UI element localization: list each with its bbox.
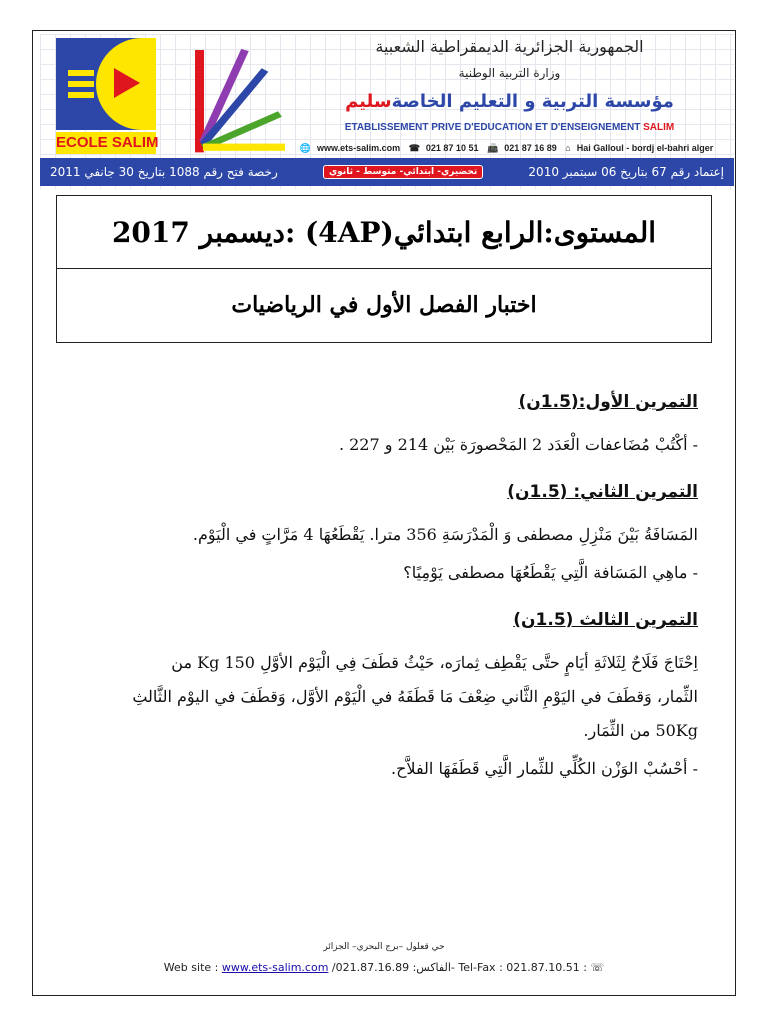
footer-phones: /021.87.16.89 :الفاكس- Tel-Fax : 021.87.10.51 : ☏	[331, 961, 605, 974]
title-box	[56, 195, 712, 343]
header-fax: 021 87 16 89	[504, 143, 557, 153]
home-icon: ⌂	[565, 143, 571, 153]
school-ar-name: سليم	[345, 90, 392, 112]
exam-title: اختبار الفصل الأول في الرياضيات	[231, 292, 537, 318]
school-logo	[56, 38, 156, 130]
exercise-3-line: اِحْتَاجَ فَلَاحٌ لِثَلاثَةِ أيَامٍ حتَّى يَقْطِف ثِمارَه، حَيْثُ قطَفَ فِي الْيَوْم الأوَّلِ 150 Kg من	[171, 653, 698, 672]
exercise-2-title: التمرين الثاني: (1.5ن)	[507, 482, 698, 502]
license: رخصة فتح رقم 1088 بتاريخ 30 جانفي 2011	[50, 165, 278, 179]
fax-icon: 📠	[486, 143, 499, 153]
footer-web-label: Web site :	[163, 961, 219, 974]
header-phone: 021 87 10 51	[425, 143, 479, 153]
footer-website-link[interactable]: www.ets-salim.com	[221, 961, 329, 974]
accreditation: إعتماد رقم 67 بتاريخ 06 سبتمبر 2010	[528, 165, 724, 179]
exercises	[66, 390, 698, 786]
globe-icon: 🌐	[299, 143, 311, 153]
header-text-block	[295, 37, 724, 155]
exercise-1-title: التمرين الأول:(1.5ن)	[518, 392, 698, 412]
exercise-2-line: المَسَافَةُ بَيْنَ مَنْزِلِ مصطفى وَ الْمَدْرَسَةِ 356 مترا. يَقْطَعُهَا 4 مَرَّاتٍ في الْيَوْم.	[192, 525, 698, 544]
logo-text: ECOLE SALIM	[56, 132, 156, 154]
republic-name: الجمهورية الجزائرية الديمقراطية الشعبية	[375, 37, 644, 56]
level-title: المستوى:الرابع ابتدائي(4AP) :ديسمبر 2017	[57, 196, 711, 269]
exercise-2-question: - ماهِي المَسَافة الَّتِي يَقْطَعُهَا مصطفى يَوْمِيًا؟	[403, 563, 698, 582]
pencils-icon	[195, 42, 290, 154]
school-fr: ETABLISSEMENT PRIVE D'EDUCATION ET D'ENSEIGNEMENT	[344, 121, 641, 133]
ministry-name: وزارة التربية الوطنية	[458, 66, 561, 81]
exercise-1-line: - أكْتُبْ مُضَاعفات الْعَدَد 2 المَحْصورَة بَيْن 214 و 227 .	[338, 435, 698, 454]
school-name-ar	[345, 90, 674, 113]
header-address: Hai Galloul - bordj el-bahri alger	[576, 143, 714, 153]
school-fr-name: SALIM	[643, 121, 675, 133]
school-ar: مؤسسة التربية و التعليم الخاصة	[391, 90, 674, 112]
exercise-3-question: - أحْسُبْ الوَزْن الكُلِّي للثِّمار الَّتِي قَطَفَهَا الفلاَّح.	[390, 759, 698, 778]
exercise-3-title: التمرين الثالث (1.5ن)	[513, 610, 698, 630]
phone-icon: ☎	[408, 143, 420, 153]
exercise-3-line: 50Kg من الثِّمَار.	[583, 721, 698, 740]
school-name-fr	[345, 121, 674, 134]
exercise-3-line: الثِّمار، وَقطَفَ في اليَوْمِ الثَّاني ضِعْفَ مَا قَطَفَهُ في الْيَوْم الأوَّل، وَقطَفَ في اليوْم الثَّالثِ	[132, 687, 698, 706]
contact-line	[300, 142, 720, 155]
levels-badge: تحضيري- ابتدائي- متوسط - ثانوي	[323, 165, 483, 179]
footer-contact	[0, 961, 768, 974]
header-website: www.ets-salim.com	[316, 143, 401, 153]
footer-address: حي قعلول –برج البحري– الجزائر	[323, 942, 445, 952]
accreditation-bar	[40, 158, 734, 186]
school-header	[40, 34, 734, 189]
